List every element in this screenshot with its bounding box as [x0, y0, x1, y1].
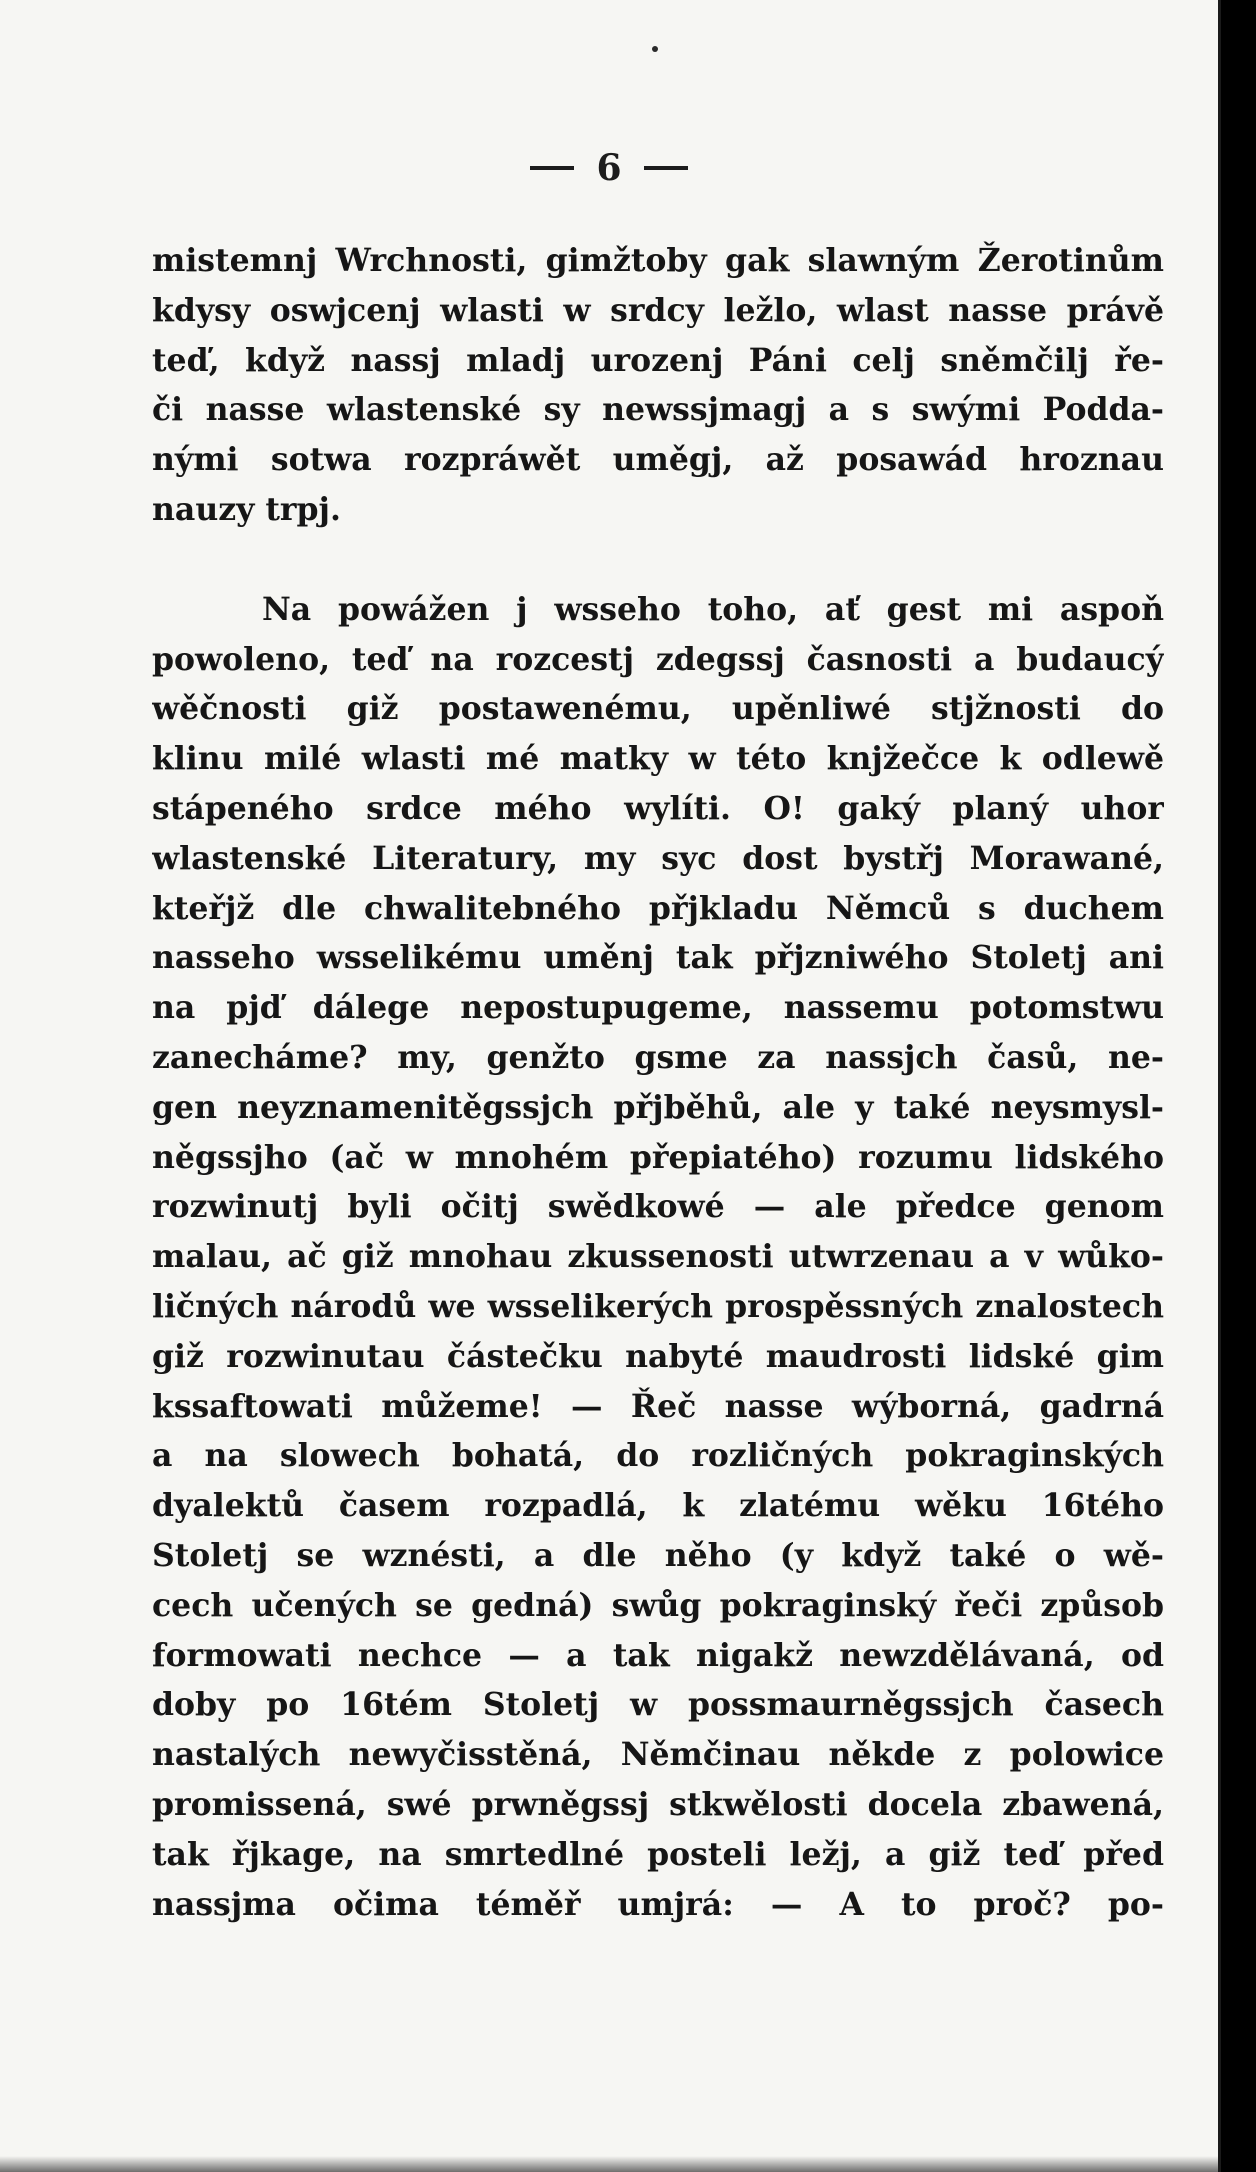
paragraph-2 [152, 585, 1164, 1930]
text-line: wlastenské Literatury, my syc dost bystřj Morawané, [152, 839, 1164, 877]
text-line: dyalektů časem rozpadlá, k zlatému wěku 16tého [152, 1487, 1164, 1525]
text-line: cech učených se gedná) swůg pokraginský řeči způsob [152, 1586, 1164, 1624]
text-line: a na slowech bohatá, do rozličných pokraginských [152, 1437, 1164, 1475]
text-line: kdysy oswjcenj wlasti w srdcy ležlo, wlast nasse právě [152, 291, 1164, 329]
text-line: zanecháme? my, genžto gsme za nassjch časů, ne- [152, 1038, 1164, 1076]
text-line: ličných národů we wsselikerých prospěssných znalostech [152, 1287, 1164, 1325]
text-line: rozwinutj byli očitj swědkowé — ale předce genom [152, 1188, 1164, 1226]
text-line: wěčnosti giž postawenému, upěnliwé stjžnosti do [152, 690, 1164, 728]
page-number: 6 [596, 147, 622, 189]
text-line: nasseho wsselikému uměnj tak přjzniwého Stoletj ani [152, 939, 1164, 977]
text-line: nými sotwa rozpráwět uměgj, až posawád hroznau [152, 441, 1164, 479]
page-bottom-shadow [0, 2156, 1218, 2172]
text-line: formowati nechce — a tak nigakž newzdělávaná, od [152, 1636, 1164, 1674]
text-line: na pjď dálege nepostupugeme, nassemu potomstwu [152, 989, 1164, 1027]
text-line: nauzy trpj. [152, 490, 341, 528]
text-line: tak řjkage, na smrtedlné posteli ležj, a giž teď před [152, 1835, 1164, 1873]
text-line: malau, ač giž mnohau zkussenosti utwrzenau a v wůko- [152, 1238, 1164, 1276]
text-line: powoleno, teď na rozcestj zdegssj časnosti a budaucý [152, 640, 1164, 678]
text-line: gen neyznamenitěgssjch přjběhů, ale y také neysmysl- [152, 1088, 1164, 1126]
text-line: nastalých newyčisstěná, Němčinau někde z polowice [152, 1736, 1164, 1774]
text-line: teď, když nassj mladj urozenj Páni celj sněmčilj ře- [152, 341, 1164, 379]
text-line: nassjma očima téměř umjrá: — A to proč? po- [152, 1885, 1164, 1923]
text-line: kteřjž dle chwalitebného přjkladu Němců s duchem [152, 889, 1164, 927]
body-text [152, 236, 1164, 1929]
text-line: Stoletj se wznésti, a dle něho (y když také o wě- [152, 1536, 1164, 1574]
text-line: něgssjho (ač w mnohém přepiatého) rozumu lidského [152, 1138, 1164, 1176]
header-dash-right [644, 166, 688, 170]
text-line: giž rozwinutau částečku nabyté maudrosti lidské gim [152, 1337, 1164, 1375]
text-line: promissená, swé prwněgssj stkwělosti docela zbawená, [152, 1785, 1164, 1823]
paragraph-gap [152, 535, 1164, 585]
ink-speck [652, 46, 658, 52]
text-line: Na powážen j wsseho toho, ať gest mi aspoň [262, 590, 1164, 628]
text-line: stápeného srdce mého wylíti. O! gaký planý uhor [152, 789, 1164, 827]
text-line: mistemnj Wrchnosti, gimžtoby gak slawným Žerotinům [152, 242, 1164, 279]
header-dash-left [530, 166, 574, 170]
text-line: doby po 16tém Stoletj w possmaurněgssjch časech [152, 1686, 1164, 1724]
page-header [0, 138, 1218, 198]
text-line: kssaftowati můžeme! — Řeč nasse wýborná, gadrná [152, 1387, 1164, 1425]
paragraph-1 [152, 236, 1164, 535]
text-line: či nasse wlastenské sy newssjmagj a s swými Podda- [152, 391, 1164, 429]
text-line: klinu milé wlasti mé matky w této knjžečce k odlewě [152, 740, 1164, 778]
